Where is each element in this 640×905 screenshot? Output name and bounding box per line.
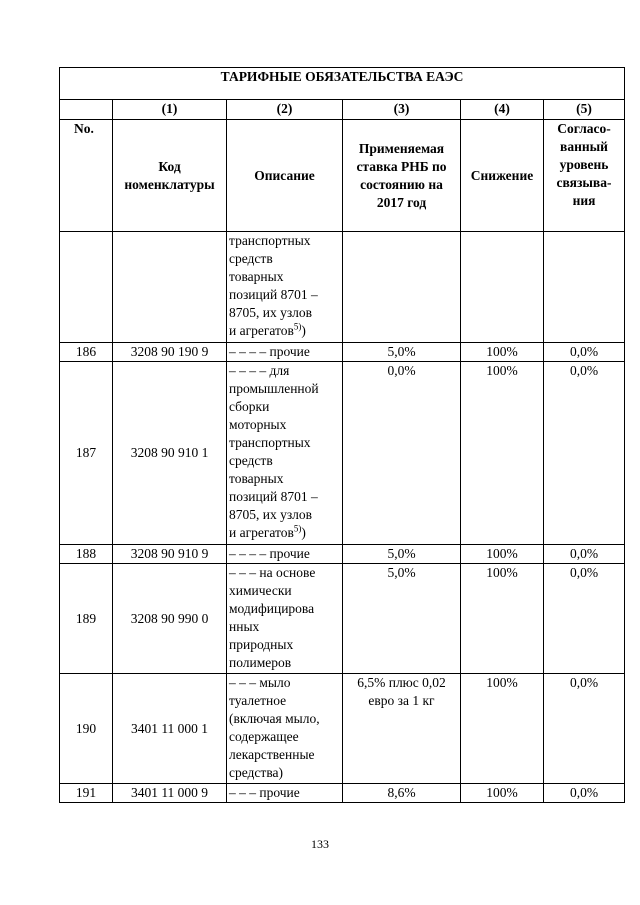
header-no: No. [60, 120, 113, 232]
row-reduction: 100% [461, 362, 544, 545]
table-row [60, 784, 625, 803]
header-description: Описание [227, 120, 343, 232]
row-reduction: 100% [461, 545, 544, 564]
header-reduction: Снижение [461, 120, 544, 232]
continuation-description: транспортных средств товарных позиций 8701 – 8705, их узлов и агрегатов$^{5)}$) [227, 232, 343, 343]
row-rate: 5,0% [343, 564, 461, 674]
tariff-table [59, 67, 625, 803]
col-number-empty [60, 100, 113, 120]
row-rate: 5,0% [343, 343, 461, 362]
row-no: 186 [60, 343, 113, 362]
table-row [60, 564, 625, 674]
page-number: 133 [311, 837, 329, 851]
row-reduction: 100% [461, 674, 544, 784]
row-rate: 5,0% [343, 545, 461, 564]
row-description: – – – мыло туалетное (включая мыло, содержащее лекарственные средства) [227, 674, 343, 784]
table-row [60, 674, 625, 784]
row-code: 3208 90 190 9 [113, 343, 227, 362]
table-row [60, 545, 625, 564]
row-code: 3401 11 000 9 [113, 784, 227, 803]
row-rate: 8,6% [343, 784, 461, 803]
header-code: Код номенклатуры [113, 120, 227, 232]
col-number-5: (5) [544, 100, 625, 120]
row-bound: 0,0% [544, 564, 625, 674]
row-code: 3208 90 910 9 [113, 545, 227, 564]
col-number-1: (1) [113, 100, 227, 120]
row-bound: 0,0% [544, 784, 625, 803]
row-reduction: 100% [461, 784, 544, 803]
header-applied-rate: Применяемая ставка РНБ по состоянию на 2017 год [343, 120, 461, 232]
row-bound: 0,0% [544, 343, 625, 362]
row-description: – – – – прочие [227, 343, 343, 362]
row-bound: 0,0% [544, 674, 625, 784]
row-no: 191 [60, 784, 113, 803]
row-code: 3208 90 910 1 [113, 362, 227, 545]
row-no: 187 [60, 362, 113, 545]
row-description: – – – на основе химически модифицирова нных природных полимеров [227, 564, 343, 674]
header-bound-rate: Согласо-ванный уровень связыва-ния [544, 120, 625, 232]
col-number-2: (2) [227, 100, 343, 120]
row-reduction: 100% [461, 564, 544, 674]
row-no: 189 [60, 564, 113, 674]
row-description: – – – – прочие [227, 545, 343, 564]
row-description: – – – – для промышленной сборки моторных транспортных средств товарных позиций 8701 – 8705, их узлов и агрегатов$^{5)}$) [227, 362, 343, 545]
col-number-4: (4) [461, 100, 544, 120]
table-row-continuation [60, 232, 625, 343]
table-row [60, 362, 625, 545]
row-code: 3401 11 000 1 [113, 674, 227, 784]
table-title: ТАРИФНЫЕ ОБЯЗАТЕЛЬСТВА ЕАЭС [60, 68, 625, 100]
table-row [60, 343, 625, 362]
row-bound: 0,0% [544, 545, 625, 564]
row-code: 3208 90 990 0 [113, 564, 227, 674]
row-bound: 0,0% [544, 362, 625, 545]
row-description: – – – прочие [227, 784, 343, 803]
row-rate: 0,0% [343, 362, 461, 545]
row-no: 188 [60, 545, 113, 564]
row-reduction: 100% [461, 343, 544, 362]
col-number-3: (3) [343, 100, 461, 120]
row-no: 190 [60, 674, 113, 784]
row-rate: 6,5% плюс 0,02 евро за 1 кг [343, 674, 461, 784]
